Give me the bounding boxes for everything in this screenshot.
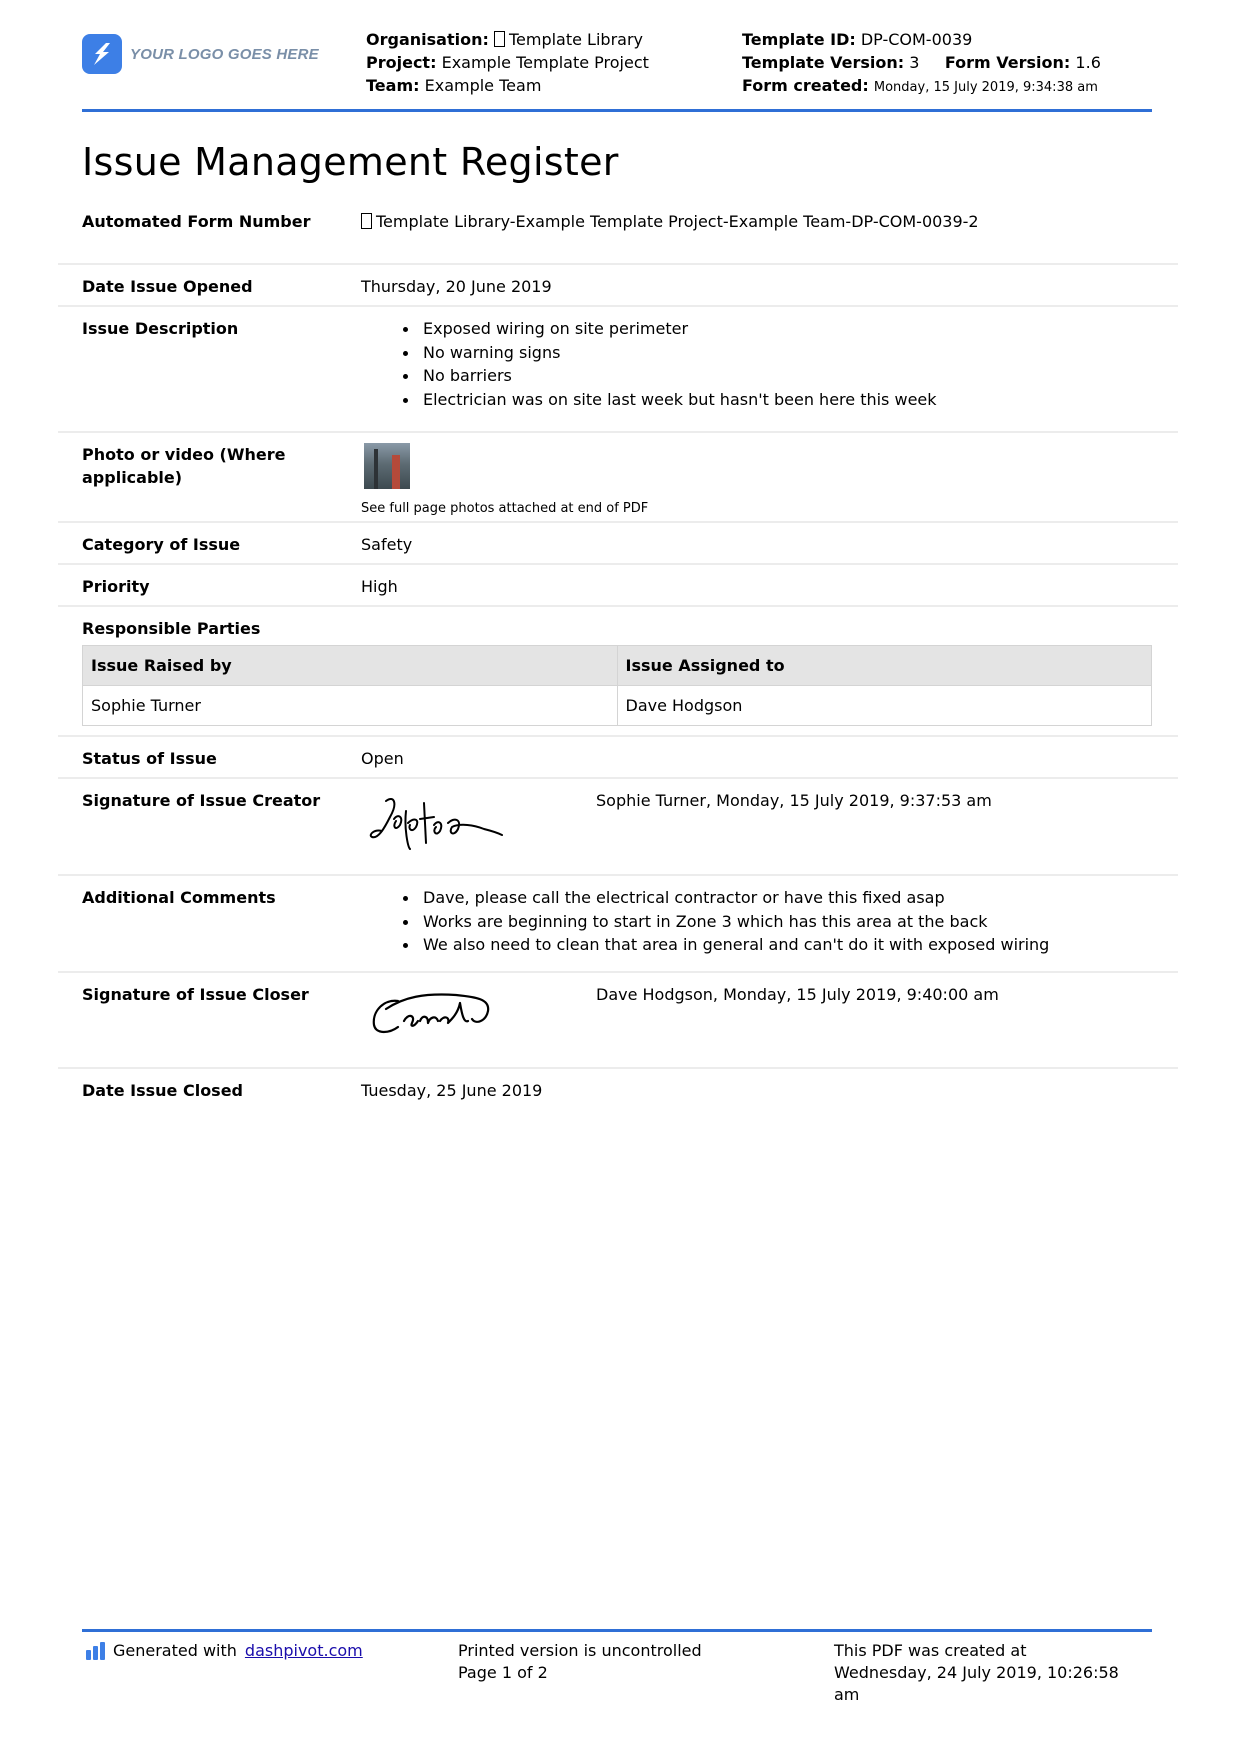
description-label: Issue Description: [82, 319, 239, 338]
raised-by-header: Issue Raised by: [83, 646, 618, 686]
form-created-label: Form created:: [742, 76, 869, 95]
table-row: [83, 686, 1152, 726]
priority-label: Priority: [82, 577, 150, 596]
category-label: Category of Issue: [82, 535, 241, 554]
template-version-value: 3: [909, 53, 920, 72]
list-item: Dave, please call the electrical contractor or have this fixed asap: [423, 886, 1049, 910]
photo-caption: See full page photos attached at end of PDF: [361, 501, 649, 516]
page-title: Issue Management Register: [82, 140, 619, 184]
organisation-value: Template Library: [508, 30, 643, 49]
placeholder-glyph-icon: [494, 31, 505, 47]
sig-closer-text: Dave Hodgson, Monday, 15 July 2019, 9:40:00 am: [596, 985, 999, 1004]
comments-list: [361, 886, 1049, 957]
row-priority: [58, 565, 1178, 607]
header-template-block: [742, 28, 1101, 99]
project-label: Project:: [366, 53, 437, 72]
status-label: Status of Issue: [82, 749, 217, 768]
responsible-label: Responsible Parties: [82, 619, 261, 638]
raised-by-value: Sophie Turner: [83, 686, 618, 726]
sig-creator-label: Signature of Issue Creator: [82, 791, 321, 810]
template-id-value: DP-COM-0039: [860, 30, 973, 49]
priority-value: High: [361, 577, 398, 596]
date-closed-value: Tuesday, 25 June 2019: [361, 1081, 543, 1100]
organisation-label: Organisation:: [366, 30, 489, 49]
list-item: Electrician was on site last week but hasn't been here this week: [423, 388, 937, 412]
photo-block: [361, 443, 649, 520]
row-photo: [58, 433, 1178, 523]
list-item: Works are beginning to start in Zone 3 which has this area at the back: [423, 910, 1049, 934]
template-id-label: Template ID:: [742, 30, 856, 49]
sig-closer-label: Signature of Issue Closer: [82, 985, 309, 1004]
form-version-label: Form Version:: [944, 53, 1071, 72]
row-comments: [58, 876, 1178, 973]
footer-generated: [86, 1640, 363, 1662]
document-header: [82, 28, 1152, 108]
page-number: Page 1 of 2: [458, 1663, 548, 1682]
header-org-block: [366, 28, 649, 97]
row-signature-closer: [58, 973, 1178, 1069]
form-version-value: 1.6: [1075, 53, 1101, 72]
status-value: Open: [361, 749, 404, 768]
row-signature-creator: [58, 779, 1178, 876]
placeholder-glyph-icon: [361, 213, 372, 229]
responsible-table: [82, 645, 1152, 726]
list-item: We also need to clean that area in general and can't do it with exposed wiring: [423, 933, 1049, 957]
project-value: Example Template Project: [441, 53, 649, 72]
company-logo: [82, 34, 319, 74]
row-description: [58, 307, 1178, 433]
signature-closer-image: [364, 981, 504, 1051]
list-item: No barriers: [423, 364, 937, 388]
category-value: Safety: [361, 535, 413, 554]
created-value: Wednesday, 24 July 2019, 10:26:58 am: [834, 1663, 1119, 1704]
form-created-value: Monday, 15 July 2019, 9:34:38 am: [873, 80, 1098, 95]
logo-icon: [82, 34, 122, 74]
row-date-closed: [58, 1069, 1178, 1109]
dashpivot-link[interactable]: dashpivot.com: [244, 1641, 363, 1660]
date-closed-label: Date Issue Closed: [82, 1081, 244, 1100]
team-value: Example Team: [424, 76, 542, 95]
header-divider: [82, 109, 1152, 112]
date-opened-label: Date Issue Opened: [82, 277, 253, 296]
date-opened-value: Thursday, 20 June 2019: [361, 277, 552, 296]
assigned-to-value: Dave Hodgson: [617, 686, 1152, 726]
footer-created: [834, 1640, 1134, 1706]
signature-creator-image: [364, 789, 504, 859]
row-status: [58, 737, 1178, 779]
dashpivot-bars-icon: [86, 1642, 105, 1660]
template-version-label: Template Version:: [742, 53, 905, 72]
row-date-opened: [58, 265, 1178, 307]
list-item: Exposed wiring on site perimeter: [423, 317, 937, 341]
row-category: [58, 523, 1178, 565]
assigned-to-header: Issue Assigned to: [617, 646, 1152, 686]
logo-text: YOUR LOGO GOES HERE: [130, 45, 319, 63]
form-number-value: [361, 210, 979, 233]
sig-creator-text: Sophie Turner, Monday, 15 July 2019, 9:37:53 am: [596, 791, 992, 810]
table-header-row: [83, 646, 1152, 686]
list-item: No warning signs: [423, 341, 937, 365]
comments-label: Additional Comments: [82, 888, 276, 907]
created-label: This PDF was created at: [834, 1641, 1027, 1660]
photo-thumbnail[interactable]: [364, 443, 410, 489]
footer-divider: [82, 1629, 1152, 1632]
form-number-label: Automated Form Number: [82, 212, 311, 231]
uncontrolled-note: Printed version is uncontrolled: [458, 1641, 702, 1660]
generated-prefix: Generated with: [113, 1641, 237, 1660]
team-label: Team:: [366, 76, 420, 95]
footer-page-info: [458, 1640, 702, 1684]
form-number-text: Template Library-Example Template Project-Example Team-DP-COM-0039-2: [376, 212, 979, 231]
row-form-number: [58, 200, 1178, 265]
description-list: [361, 317, 937, 411]
photo-label: Photo or video (Where applicable): [82, 445, 286, 487]
